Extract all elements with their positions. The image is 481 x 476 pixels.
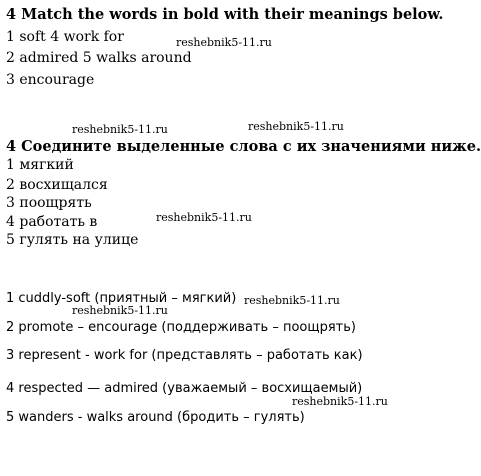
english-line-2: 2 admired 5 walks around: [6, 50, 192, 66]
russian-line-5: 5 гулять на улице: [6, 232, 139, 248]
english-line-1: 1 soft 4 work for: [6, 29, 124, 45]
watermark: reshebnik5-11.ru: [248, 120, 344, 133]
answer-1: 1 cuddly-soft (приятный – мягкий): [6, 291, 237, 306]
answer-5: 5 wanders - walks around (бродить – гулять): [6, 410, 305, 425]
watermark: reshebnik5-11.ru: [176, 36, 272, 49]
watermark: reshebnik5-11.ru: [292, 395, 388, 408]
answer-3: 3 represent - work for (представлять – работать как): [6, 348, 363, 363]
watermark: reshebnik5-11.ru: [156, 211, 252, 224]
english-line-3: 3 encourage: [6, 72, 95, 88]
watermark: reshebnik5-11.ru: [244, 294, 340, 307]
russian-line-1: 1 мягкий: [6, 157, 74, 173]
russian-line-3: 3 поощрять: [6, 195, 92, 211]
russian-line-4: 4 работать в: [6, 214, 98, 230]
watermark: reshebnik5-11.ru: [72, 123, 168, 136]
watermark: reshebnik5-11.ru: [72, 304, 168, 317]
russian-heading: 4 Соедините выделенные слова с их значениями ниже.: [6, 138, 481, 155]
answer-4: 4 respected — admired (уважаемый – восхищаемый): [6, 381, 363, 396]
russian-line-2: 2 восхищался: [6, 177, 108, 193]
english-heading: 4 Match the words in bold with their meanings below.: [6, 6, 444, 23]
answer-2: 2 promote – encourage (поддерживать – поощрять): [6, 320, 356, 335]
